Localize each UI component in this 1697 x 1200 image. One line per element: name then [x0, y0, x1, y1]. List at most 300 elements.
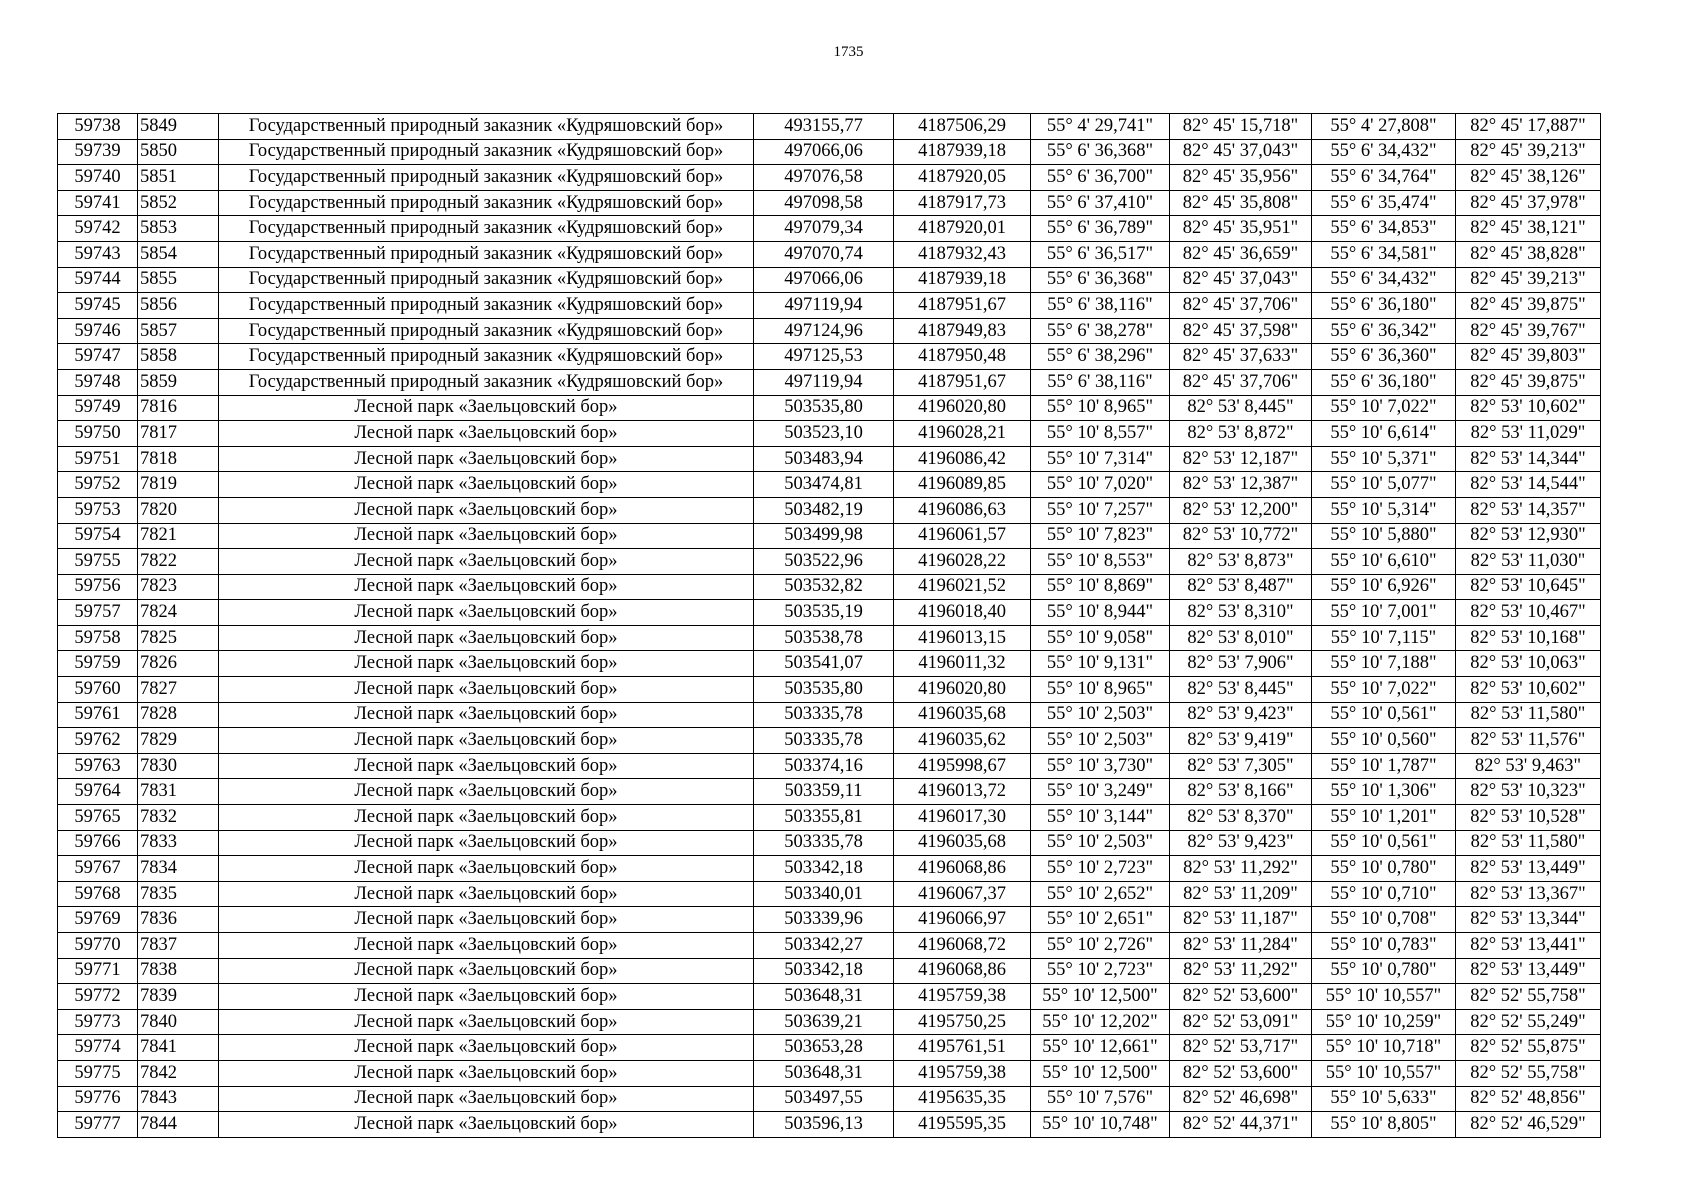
longitude-2-cell: 82° 53' 14,544": [1456, 472, 1601, 498]
object-name-cell: Лесной парк «Заельцовский бор»: [219, 497, 754, 523]
table-row: [58, 728, 1601, 754]
record-number-cell: 59738: [58, 114, 138, 140]
x-coordinate-cell: 497079,34: [754, 216, 894, 242]
record-number-cell: 59774: [58, 1035, 138, 1061]
longitude-1-cell: 82° 45' 35,951": [1170, 216, 1312, 242]
object-name-cell: Государственный природный заказник «Кудряшовский бор»: [219, 369, 754, 395]
longitude-2-cell: 82° 53' 10,602": [1456, 395, 1601, 421]
y-coordinate-cell: 4196061,57: [894, 523, 1031, 549]
longitude-2-cell: 82° 53' 11,029": [1456, 421, 1601, 447]
x-coordinate-cell: 497066,06: [754, 267, 894, 293]
longitude-1-cell: 82° 53' 8,445": [1170, 677, 1312, 703]
point-number-cell: 7827: [138, 677, 219, 703]
latitude-1-cell: 55° 10' 2,503": [1031, 830, 1170, 856]
longitude-1-cell: 82° 53' 9,419": [1170, 728, 1312, 754]
x-coordinate-cell: 503535,19: [754, 600, 894, 626]
longitude-2-cell: 82° 45' 39,803": [1456, 344, 1601, 370]
x-coordinate-cell: 493155,77: [754, 114, 894, 140]
longitude-1-cell: 82° 52' 53,600": [1170, 984, 1312, 1010]
point-number-cell: 5851: [138, 165, 219, 191]
x-coordinate-cell: 503523,10: [754, 421, 894, 447]
object-name-cell: Лесной парк «Заельцовский бор»: [219, 702, 754, 728]
latitude-1-cell: 55° 6' 38,278": [1031, 318, 1170, 344]
latitude-2-cell: 55° 10' 0,560": [1312, 728, 1456, 754]
record-number-cell: 59767: [58, 856, 138, 882]
y-coordinate-cell: 4187920,05: [894, 165, 1031, 191]
record-number-cell: 59749: [58, 395, 138, 421]
table-row: [58, 549, 1601, 575]
object-name-cell: Государственный природный заказник «Кудряшовский бор»: [219, 293, 754, 319]
latitude-1-cell: 55° 6' 37,410": [1031, 190, 1170, 216]
y-coordinate-cell: 4187939,18: [894, 139, 1031, 165]
table-row: [58, 190, 1601, 216]
x-coordinate-cell: 497124,96: [754, 318, 894, 344]
latitude-1-cell: 55° 10' 7,257": [1031, 497, 1170, 523]
object-name-cell: Лесной парк «Заельцовский бор»: [219, 677, 754, 703]
longitude-2-cell: 82° 52' 55,758": [1456, 984, 1601, 1010]
longitude-1-cell: 82° 45' 36,659": [1170, 241, 1312, 267]
x-coordinate-cell: 497070,74: [754, 241, 894, 267]
latitude-1-cell: 55° 10' 2,723": [1031, 856, 1170, 882]
latitude-1-cell: 55° 10' 8,557": [1031, 421, 1170, 447]
longitude-1-cell: 82° 53' 12,187": [1170, 446, 1312, 472]
y-coordinate-cell: 4195998,67: [894, 753, 1031, 779]
x-coordinate-cell: 503499,98: [754, 523, 894, 549]
record-number-cell: 59760: [58, 677, 138, 703]
y-coordinate-cell: 4195750,25: [894, 1009, 1031, 1035]
y-coordinate-cell: 4187917,73: [894, 190, 1031, 216]
latitude-2-cell: 55° 6' 36,180": [1312, 369, 1456, 395]
table-row: [58, 984, 1601, 1010]
table-row: [58, 293, 1601, 319]
y-coordinate-cell: 4196021,52: [894, 574, 1031, 600]
longitude-1-cell: 82° 52' 44,371": [1170, 1112, 1312, 1138]
longitude-2-cell: 82° 45' 39,213": [1456, 139, 1601, 165]
y-coordinate-cell: 4196028,22: [894, 549, 1031, 575]
object-name-cell: Лесной парк «Заельцовский бор»: [219, 728, 754, 754]
record-number-cell: 59763: [58, 753, 138, 779]
table-row: [58, 497, 1601, 523]
object-name-cell: Лесной парк «Заельцовский бор»: [219, 574, 754, 600]
longitude-1-cell: 82° 53' 9,423": [1170, 702, 1312, 728]
latitude-1-cell: 55° 10' 12,661": [1031, 1035, 1170, 1061]
table-row: [58, 958, 1601, 984]
longitude-1-cell: 82° 53' 12,387": [1170, 472, 1312, 498]
latitude-2-cell: 55° 6' 36,180": [1312, 293, 1456, 319]
record-number-cell: 59777: [58, 1112, 138, 1138]
record-number-cell: 59745: [58, 293, 138, 319]
longitude-2-cell: 82° 45' 39,875": [1456, 369, 1601, 395]
latitude-1-cell: 55° 10' 7,823": [1031, 523, 1170, 549]
table-row: [58, 753, 1601, 779]
object-name-cell: Лесной парк «Заельцовский бор»: [219, 958, 754, 984]
latitude-1-cell: 55° 10' 8,869": [1031, 574, 1170, 600]
latitude-2-cell: 55° 10' 7,115": [1312, 625, 1456, 651]
point-number-cell: 7832: [138, 805, 219, 831]
record-number-cell: 59761: [58, 702, 138, 728]
x-coordinate-cell: 503340,01: [754, 881, 894, 907]
table-row: [58, 1060, 1601, 1086]
y-coordinate-cell: 4196013,72: [894, 779, 1031, 805]
longitude-1-cell: 82° 53' 8,445": [1170, 395, 1312, 421]
record-number-cell: 59739: [58, 139, 138, 165]
record-number-cell: 59771: [58, 958, 138, 984]
longitude-1-cell: 82° 53' 11,292": [1170, 856, 1312, 882]
longitude-1-cell: 82° 52' 53,091": [1170, 1009, 1312, 1035]
latitude-2-cell: 55° 10' 1,306": [1312, 779, 1456, 805]
table-row: [58, 702, 1601, 728]
record-number-cell: 59773: [58, 1009, 138, 1035]
record-number-cell: 59775: [58, 1060, 138, 1086]
latitude-2-cell: 55° 10' 0,780": [1312, 958, 1456, 984]
longitude-2-cell: 82° 53' 11,580": [1456, 830, 1601, 856]
record-number-cell: 59750: [58, 421, 138, 447]
longitude-2-cell: 82° 53' 14,344": [1456, 446, 1601, 472]
latitude-2-cell: 55° 6' 34,853": [1312, 216, 1456, 242]
longitude-1-cell: 82° 52' 46,698": [1170, 1086, 1312, 1112]
record-number-cell: 59740: [58, 165, 138, 191]
table-row: [58, 114, 1601, 140]
table-row: [58, 369, 1601, 395]
x-coordinate-cell: 497119,94: [754, 369, 894, 395]
longitude-1-cell: 82° 45' 35,808": [1170, 190, 1312, 216]
longitude-2-cell: 82° 52' 55,875": [1456, 1035, 1601, 1061]
y-coordinate-cell: 4196020,80: [894, 395, 1031, 421]
point-number-cell: 7820: [138, 497, 219, 523]
latitude-2-cell: 55° 10' 10,557": [1312, 1060, 1456, 1086]
point-number-cell: 7844: [138, 1112, 219, 1138]
y-coordinate-cell: 4196017,30: [894, 805, 1031, 831]
x-coordinate-cell: 503359,11: [754, 779, 894, 805]
longitude-2-cell: 82° 53' 11,030": [1456, 549, 1601, 575]
table-row: [58, 318, 1601, 344]
latitude-2-cell: 55° 10' 6,610": [1312, 549, 1456, 575]
point-number-cell: 5858: [138, 344, 219, 370]
table-row: [58, 216, 1601, 242]
x-coordinate-cell: 497066,06: [754, 139, 894, 165]
latitude-1-cell: 55° 10' 12,500": [1031, 984, 1170, 1010]
x-coordinate-cell: 503355,81: [754, 805, 894, 831]
x-coordinate-cell: 503342,18: [754, 958, 894, 984]
point-number-cell: 5857: [138, 318, 219, 344]
record-number-cell: 59753: [58, 497, 138, 523]
record-number-cell: 59770: [58, 933, 138, 959]
latitude-2-cell: 55° 10' 5,314": [1312, 497, 1456, 523]
object-name-cell: Лесной парк «Заельцовский бор»: [219, 549, 754, 575]
latitude-2-cell: 55° 6' 34,581": [1312, 241, 1456, 267]
x-coordinate-cell: 503535,80: [754, 677, 894, 703]
longitude-1-cell: 82° 53' 8,872": [1170, 421, 1312, 447]
longitude-2-cell: 82° 45' 39,767": [1456, 318, 1601, 344]
latitude-1-cell: 55° 6' 36,517": [1031, 241, 1170, 267]
table-row: [58, 523, 1601, 549]
longitude-2-cell: 82° 53' 10,063": [1456, 651, 1601, 677]
y-coordinate-cell: 4187920,01: [894, 216, 1031, 242]
table-row: [58, 625, 1601, 651]
point-number-cell: 5859: [138, 369, 219, 395]
y-coordinate-cell: 4196067,37: [894, 881, 1031, 907]
latitude-2-cell: 55° 6' 34,432": [1312, 267, 1456, 293]
point-number-cell: 7838: [138, 958, 219, 984]
object-name-cell: Лесной парк «Заельцовский бор»: [219, 1035, 754, 1061]
table-row: [58, 1009, 1601, 1035]
object-name-cell: Лесной парк «Заельцовский бор»: [219, 523, 754, 549]
latitude-2-cell: 55° 10' 10,718": [1312, 1035, 1456, 1061]
y-coordinate-cell: 4195595,35: [894, 1112, 1031, 1138]
x-coordinate-cell: 503538,78: [754, 625, 894, 651]
longitude-1-cell: 82° 45' 15,718": [1170, 114, 1312, 140]
point-number-cell: 7824: [138, 600, 219, 626]
y-coordinate-cell: 4195761,51: [894, 1035, 1031, 1061]
latitude-1-cell: 55° 4' 29,741": [1031, 114, 1170, 140]
point-number-cell: 7841: [138, 1035, 219, 1061]
latitude-2-cell: 55° 10' 0,561": [1312, 830, 1456, 856]
table-row: [58, 881, 1601, 907]
longitude-2-cell: 82° 53' 10,168": [1456, 625, 1601, 651]
object-name-cell: Лесной парк «Заельцовский бор»: [219, 1086, 754, 1112]
longitude-2-cell: 82° 45' 37,978": [1456, 190, 1601, 216]
latitude-1-cell: 55° 10' 3,249": [1031, 779, 1170, 805]
latitude-2-cell: 55° 4' 27,808": [1312, 114, 1456, 140]
point-number-cell: 7823: [138, 574, 219, 600]
table-row: [58, 241, 1601, 267]
longitude-1-cell: 82° 53' 8,873": [1170, 549, 1312, 575]
latitude-1-cell: 55° 6' 38,296": [1031, 344, 1170, 370]
object-name-cell: Государственный природный заказник «Кудряшовский бор»: [219, 241, 754, 267]
table-row: [58, 574, 1601, 600]
longitude-2-cell: 82° 53' 10,467": [1456, 600, 1601, 626]
record-number-cell: 59769: [58, 907, 138, 933]
object-name-cell: Государственный природный заказник «Кудряшовский бор»: [219, 318, 754, 344]
longitude-2-cell: 82° 53' 13,449": [1456, 958, 1601, 984]
table-row: [58, 165, 1601, 191]
x-coordinate-cell: 497098,58: [754, 190, 894, 216]
longitude-1-cell: 82° 53' 8,166": [1170, 779, 1312, 805]
longitude-1-cell: 82° 53' 9,423": [1170, 830, 1312, 856]
y-coordinate-cell: 4187951,67: [894, 369, 1031, 395]
table-row: [58, 779, 1601, 805]
table-row: [58, 1035, 1601, 1061]
record-number-cell: 59751: [58, 446, 138, 472]
object-name-cell: Лесной парк «Заельцовский бор»: [219, 446, 754, 472]
object-name-cell: Государственный природный заказник «Кудряшовский бор»: [219, 165, 754, 191]
object-name-cell: Лесной парк «Заельцовский бор»: [219, 805, 754, 831]
latitude-2-cell: 55° 10' 8,805": [1312, 1112, 1456, 1138]
longitude-1-cell: 82° 45' 37,706": [1170, 293, 1312, 319]
object-name-cell: Лесной парк «Заельцовский бор»: [219, 651, 754, 677]
record-number-cell: 59742: [58, 216, 138, 242]
x-coordinate-cell: 503342,18: [754, 856, 894, 882]
object-name-cell: Лесной парк «Заельцовский бор»: [219, 1060, 754, 1086]
latitude-1-cell: 55° 6' 36,368": [1031, 267, 1170, 293]
table-row: [58, 830, 1601, 856]
longitude-2-cell: 82° 52' 55,758": [1456, 1060, 1601, 1086]
x-coordinate-cell: 503639,21: [754, 1009, 894, 1035]
object-name-cell: Лесной парк «Заельцовский бор»: [219, 984, 754, 1010]
longitude-2-cell: 82° 45' 17,887": [1456, 114, 1601, 140]
record-number-cell: 59744: [58, 267, 138, 293]
record-number-cell: 59754: [58, 523, 138, 549]
x-coordinate-cell: 503339,96: [754, 907, 894, 933]
table-row: [58, 421, 1601, 447]
object-name-cell: Государственный природный заказник «Кудряшовский бор»: [219, 216, 754, 242]
y-coordinate-cell: 4187949,83: [894, 318, 1031, 344]
x-coordinate-cell: 503342,27: [754, 933, 894, 959]
latitude-2-cell: 55° 10' 0,780": [1312, 856, 1456, 882]
record-number-cell: 59766: [58, 830, 138, 856]
y-coordinate-cell: 4196068,86: [894, 856, 1031, 882]
longitude-2-cell: 82° 53' 13,441": [1456, 933, 1601, 959]
latitude-1-cell: 55° 10' 2,652": [1031, 881, 1170, 907]
longitude-1-cell: 82° 45' 37,598": [1170, 318, 1312, 344]
longitude-2-cell: 82° 53' 10,528": [1456, 805, 1601, 831]
point-number-cell: 7825: [138, 625, 219, 651]
x-coordinate-cell: 503541,07: [754, 651, 894, 677]
table-row: [58, 805, 1601, 831]
point-number-cell: 7834: [138, 856, 219, 882]
point-number-cell: 7826: [138, 651, 219, 677]
point-number-cell: 5850: [138, 139, 219, 165]
latitude-1-cell: 55° 10' 7,576": [1031, 1086, 1170, 1112]
x-coordinate-cell: 503374,16: [754, 753, 894, 779]
table-row: [58, 1112, 1601, 1138]
object-name-cell: Лесной парк «Заельцовский бор»: [219, 421, 754, 447]
longitude-2-cell: 82° 53' 13,367": [1456, 881, 1601, 907]
longitude-1-cell: 82° 45' 37,043": [1170, 139, 1312, 165]
x-coordinate-cell: 503522,96: [754, 549, 894, 575]
record-number-cell: 59762: [58, 728, 138, 754]
y-coordinate-cell: 4196018,40: [894, 600, 1031, 626]
latitude-2-cell: 55° 10' 7,022": [1312, 677, 1456, 703]
latitude-1-cell: 55° 6' 38,116": [1031, 369, 1170, 395]
latitude-2-cell: 55° 10' 10,259": [1312, 1009, 1456, 1035]
latitude-1-cell: 55° 10' 2,651": [1031, 907, 1170, 933]
latitude-2-cell: 55° 6' 34,432": [1312, 139, 1456, 165]
object-name-cell: Государственный природный заказник «Кудряшовский бор»: [219, 267, 754, 293]
latitude-1-cell: 55° 10' 12,202": [1031, 1009, 1170, 1035]
latitude-2-cell: 55° 10' 6,614": [1312, 421, 1456, 447]
object-name-cell: Лесной парк «Заельцовский бор»: [219, 779, 754, 805]
table-row: [58, 677, 1601, 703]
table-row: [58, 267, 1601, 293]
latitude-2-cell: 55° 10' 7,188": [1312, 651, 1456, 677]
latitude-1-cell: 55° 10' 8,553": [1031, 549, 1170, 575]
point-number-cell: 7835: [138, 881, 219, 907]
latitude-2-cell: 55° 10' 0,710": [1312, 881, 1456, 907]
record-number-cell: 59748: [58, 369, 138, 395]
object-name-cell: Лесной парк «Заельцовский бор»: [219, 907, 754, 933]
table-row: [58, 651, 1601, 677]
y-coordinate-cell: 4196020,80: [894, 677, 1031, 703]
point-number-cell: 7821: [138, 523, 219, 549]
point-number-cell: 7840: [138, 1009, 219, 1035]
y-coordinate-cell: 4196013,15: [894, 625, 1031, 651]
record-number-cell: 59764: [58, 779, 138, 805]
latitude-1-cell: 55° 10' 2,503": [1031, 702, 1170, 728]
object-name-cell: Лесной парк «Заельцовский бор»: [219, 933, 754, 959]
latitude-1-cell: 55° 10' 9,058": [1031, 625, 1170, 651]
latitude-2-cell: 55° 6' 34,764": [1312, 165, 1456, 191]
point-number-cell: 7831: [138, 779, 219, 805]
object-name-cell: Лесной парк «Заельцовский бор»: [219, 1112, 754, 1138]
point-number-cell: 7828: [138, 702, 219, 728]
y-coordinate-cell: 4196011,32: [894, 651, 1031, 677]
longitude-2-cell: 82° 53' 10,602": [1456, 677, 1601, 703]
longitude-1-cell: 82° 45' 35,956": [1170, 165, 1312, 191]
y-coordinate-cell: 4196068,72: [894, 933, 1031, 959]
x-coordinate-cell: 497125,53: [754, 344, 894, 370]
object-name-cell: Лесной парк «Заельцовский бор»: [219, 600, 754, 626]
longitude-1-cell: 82° 45' 37,706": [1170, 369, 1312, 395]
longitude-2-cell: 82° 53' 10,645": [1456, 574, 1601, 600]
point-number-cell: 5856: [138, 293, 219, 319]
latitude-2-cell: 55° 6' 36,342": [1312, 318, 1456, 344]
point-number-cell: 7842: [138, 1060, 219, 1086]
longitude-2-cell: 82° 53' 11,580": [1456, 702, 1601, 728]
latitude-1-cell: 55° 10' 2,723": [1031, 958, 1170, 984]
object-name-cell: Лесной парк «Заельцовский бор»: [219, 472, 754, 498]
y-coordinate-cell: 4187506,29: [894, 114, 1031, 140]
point-number-cell: 5854: [138, 241, 219, 267]
longitude-1-cell: 82° 53' 10,772": [1170, 523, 1312, 549]
longitude-1-cell: 82° 45' 37,633": [1170, 344, 1312, 370]
y-coordinate-cell: 4195635,35: [894, 1086, 1031, 1112]
table-row: [58, 933, 1601, 959]
x-coordinate-cell: 503483,94: [754, 446, 894, 472]
table-row: [58, 907, 1601, 933]
point-number-cell: 5852: [138, 190, 219, 216]
latitude-2-cell: 55° 6' 36,360": [1312, 344, 1456, 370]
x-coordinate-cell: 503596,13: [754, 1112, 894, 1138]
object-name-cell: Лесной парк «Заельцовский бор»: [219, 395, 754, 421]
object-name-cell: Государственный природный заказник «Кудряшовский бор»: [219, 114, 754, 140]
y-coordinate-cell: 4196068,86: [894, 958, 1031, 984]
latitude-1-cell: 55° 6' 38,116": [1031, 293, 1170, 319]
longitude-1-cell: 82° 45' 37,043": [1170, 267, 1312, 293]
table-row: [58, 446, 1601, 472]
y-coordinate-cell: 4187939,18: [894, 267, 1031, 293]
longitude-1-cell: 82° 53' 8,487": [1170, 574, 1312, 600]
y-coordinate-cell: 4196028,21: [894, 421, 1031, 447]
longitude-1-cell: 82° 53' 7,305": [1170, 753, 1312, 779]
y-coordinate-cell: 4196089,85: [894, 472, 1031, 498]
latitude-1-cell: 55° 10' 7,314": [1031, 446, 1170, 472]
longitude-2-cell: 82° 53' 14,357": [1456, 497, 1601, 523]
latitude-1-cell: 55° 10' 9,131": [1031, 651, 1170, 677]
latitude-1-cell: 55° 10' 8,965": [1031, 395, 1170, 421]
record-number-cell: 59743: [58, 241, 138, 267]
object-name-cell: Государственный природный заказник «Кудряшовский бор»: [219, 139, 754, 165]
longitude-2-cell: 82° 52' 46,529": [1456, 1112, 1601, 1138]
latitude-2-cell: 55° 10' 10,557": [1312, 984, 1456, 1010]
x-coordinate-cell: 503482,19: [754, 497, 894, 523]
latitude-2-cell: 55° 10' 7,001": [1312, 600, 1456, 626]
record-number-cell: 59768: [58, 881, 138, 907]
object-name-cell: Государственный природный заказник «Кудряшовский бор»: [219, 344, 754, 370]
point-number-cell: 5853: [138, 216, 219, 242]
object-name-cell: Государственный природный заказник «Кудряшовский бор»: [219, 190, 754, 216]
coordinates-table: [57, 113, 1601, 1138]
point-number-cell: 7837: [138, 933, 219, 959]
y-coordinate-cell: 4196035,62: [894, 728, 1031, 754]
x-coordinate-cell: 503497,55: [754, 1086, 894, 1112]
latitude-2-cell: 55° 10' 1,201": [1312, 805, 1456, 831]
x-coordinate-cell: 497076,58: [754, 165, 894, 191]
x-coordinate-cell: 503532,82: [754, 574, 894, 600]
latitude-2-cell: 55° 10' 0,783": [1312, 933, 1456, 959]
record-number-cell: 59765: [58, 805, 138, 831]
point-number-cell: 7819: [138, 472, 219, 498]
